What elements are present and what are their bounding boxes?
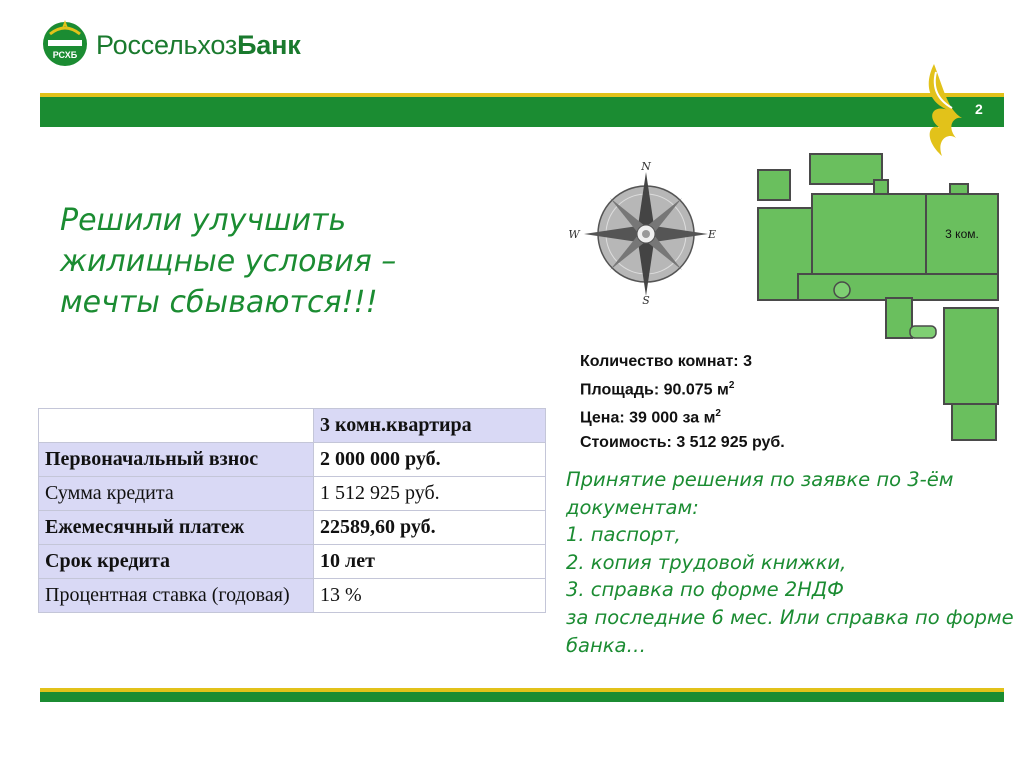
info-price: Цена: 39 000 за $м^2$ — [580, 408, 721, 427]
documents-item: 3. справка по форме 2НДФ — [566, 578, 844, 602]
compass-south: S — [642, 294, 650, 307]
row-label-interest-rate: Процентная ставка (годовая) — [39, 579, 314, 613]
row-value-interest-rate: 13 % — [314, 579, 546, 613]
documents-requirements — [566, 466, 1016, 659]
compass-east: E — [707, 228, 717, 241]
info-rooms: Количество комнат: 3 — [580, 353, 752, 370]
brand-name-part2: Банк — [237, 30, 301, 60]
documents-item: 2. копия трудовой книжки, — [566, 550, 847, 574]
documents-footer: за последние 6 мес. Или справка по форме банка… — [566, 605, 1014, 657]
info-area-sup: 2 — [728, 380, 735, 391]
credit-table — [38, 408, 546, 613]
table-row — [39, 511, 546, 545]
compass-rose-icon — [566, 158, 724, 308]
table-row — [39, 579, 546, 613]
row-label-loan-amount: Сумма кредита — [39, 477, 314, 511]
apartment-info — [580, 350, 785, 455]
compass-north: N — [641, 160, 651, 173]
info-cost: Стоимость: 3 512 925 руб. — [580, 433, 785, 451]
table-corner-cell — [39, 409, 314, 443]
documents-intro: Принятие решения по заявке по 3-ём документам: — [566, 468, 954, 519]
page-number: 2 — [975, 101, 983, 117]
table-row — [39, 443, 546, 477]
header-bar — [40, 93, 1004, 127]
row-label-term: Срок кредита — [39, 545, 314, 579]
table-row — [39, 477, 546, 511]
wheat-ribbon-icon — [918, 62, 964, 158]
floor-plan-room-label: 3 ком. — [945, 227, 979, 241]
info-area: Площадь: 90.075 $м^2$ — [580, 380, 735, 399]
footer-bar — [40, 688, 1004, 702]
table-row — [39, 545, 546, 579]
brand-name-part1: Россельхоз — [96, 30, 238, 60]
logo-text: РСХБ — [52, 50, 78, 60]
brand-name — [96, 30, 301, 61]
row-value-loan-amount: 1 512 925 руб. — [314, 477, 546, 511]
row-value-down-payment: 2 000 000 руб. — [314, 443, 546, 477]
row-label-monthly-payment: Ежемесячный платеж — [39, 511, 314, 545]
row-value-term: 10 лет — [314, 545, 546, 579]
headline: Решили улучшить жилищные условия – мечты сбываются!!! — [60, 203, 397, 320]
compass-west: W — [568, 228, 580, 241]
info-price-sup: 2 — [715, 408, 721, 420]
table-header-row — [39, 409, 546, 443]
row-label-down-payment: Первоначальный взнос — [39, 443, 314, 477]
bank-logo — [40, 14, 90, 68]
documents-item: 1. паспорт, — [566, 523, 681, 547]
table-header-cell: 3 комн.квартира — [314, 409, 546, 443]
apartment-floor-plan — [754, 150, 1004, 445]
row-value-monthly-payment: 22589,60 руб. — [314, 511, 546, 545]
